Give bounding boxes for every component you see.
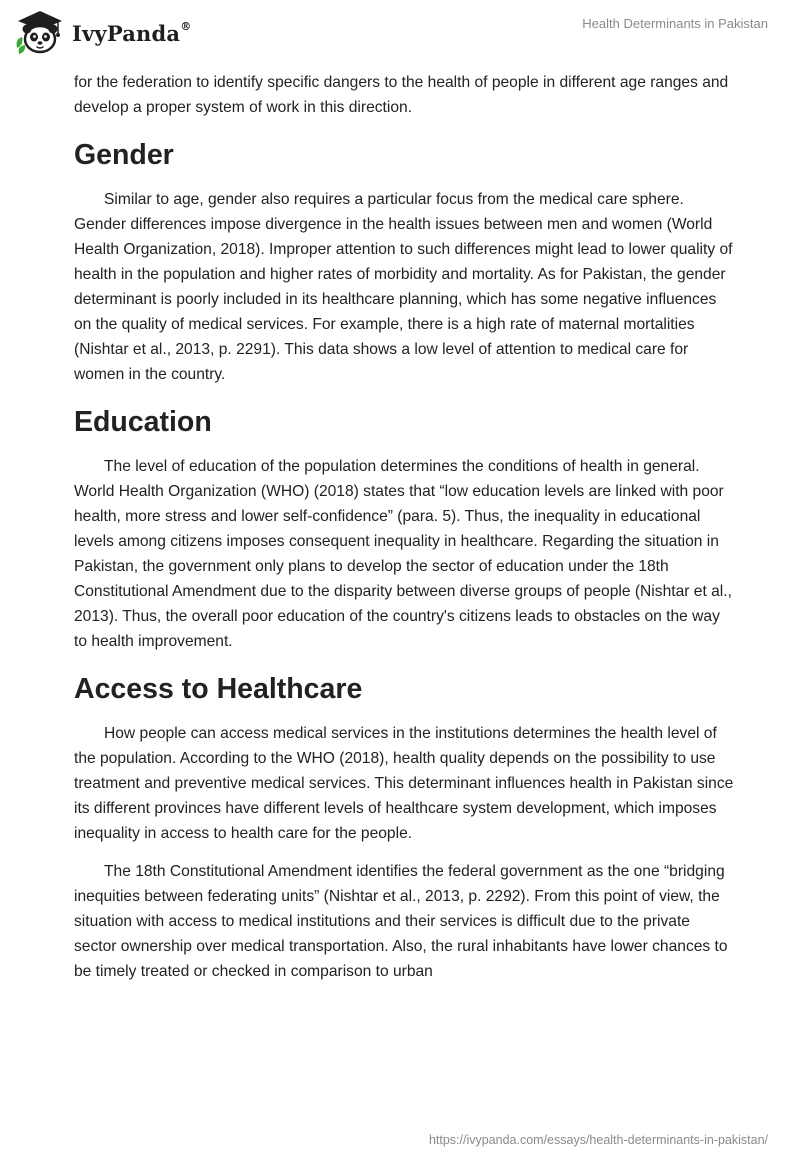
- access-paragraph-2: The 18th Constitutional Amendment identifies the federal government as the one “bridging inequities between federating units” (Nishtar et al., 2013, p. 2292). From this point of view, the situation with access to medical institutions and their services is difficult due to the private sector ownership over medical transportation. Also, the rural inhabitants have lower chances to be timely treated or checked in comparison to urban: [74, 863, 728, 980]
- registered-mark: ®: [180, 19, 192, 33]
- logo-wordmark: IvyPanda®: [72, 19, 192, 46]
- education-paragraph: The level of education of the population determines the conditions of health in general. World Health Organization (WHO) (2018) states that “low education levels are linked with poor health, more stress and lower self-confidence” (para. 5). Thus, the inequality in educational levels among citizens imposes consequent inequality in healthcare. Regarding the situation in Pakistan, the government only plans to develop the sector of education under the 18th Constitutional Amendment due to the disparity between diverse groups of people (Nishtar et al., 2013). Thus, the overall poor education of the country's citizens leads to obstacles on the way to health improvement.: [74, 458, 732, 650]
- section-heading-gender: Gender: [74, 139, 174, 171]
- document-title: Health Determinants in Pakistan: [582, 16, 768, 31]
- page-header: [0, 0, 800, 64]
- access-paragraph-1: How people can access medical services in the institutions determines the health level of the population. According to the WHO (2018), health quality depends on the possibility to use treatment and preventive medical services. This determinant influences health in Pakistan since its different provinces have different levels of healthcare system development, which imposes inequality in access to health care for the people.: [74, 725, 734, 842]
- section-heading-education: Education: [74, 406, 212, 438]
- gender-paragraph: Similar to age, gender also requires a particular focus from the medical care sphere. Gender differences impose divergence in the health issues between men and women (World Health Organization, 2018). Improper attention to such differences might lead to lower quality of health in the population and higher rates of morbidity and mortality. As for Pakistan, the gender determinant is poorly included in its healthcare planning, which has some negative influences on the quality of medical services. For example, there is a high rate of maternal mortalities (Nishtar et al., 2013, p. 2291). This data shows a low level of attention to medical care for women in the country.: [74, 191, 733, 383]
- section-heading-access-to-healthcare: Access to Healthcare: [74, 673, 363, 705]
- logo-link[interactable]: [14, 8, 191, 56]
- source-url-link[interactable]: https://ivypanda.com/essays/health-determinants-in-pakistan/: [428, 1133, 768, 1147]
- panda-logo-icon: [14, 8, 66, 56]
- essay-body: [74, 70, 734, 997]
- intro-continuation-paragraph: for the federation to identify specific dangers to the health of people in different age ranges and develop a proper system of work in this direction.: [74, 74, 729, 116]
